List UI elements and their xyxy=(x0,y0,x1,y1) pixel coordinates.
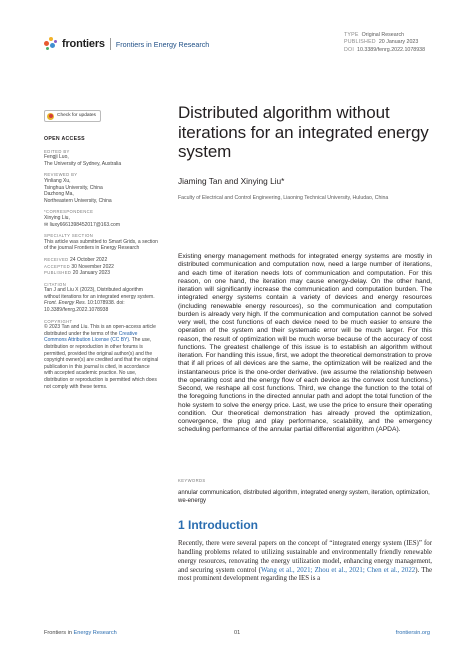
check-for-updates-icon xyxy=(47,113,54,120)
type-label: TYPE xyxy=(344,32,359,38)
specialty-text: This article was submitted to Smart Grids, a section of the journal Frontiers in Energy Research xyxy=(44,238,158,252)
article-authors: Jiaming Tan and Xinying Liu* xyxy=(178,175,285,186)
reviewer-affiliation: Northeastern University, China xyxy=(44,197,112,204)
citation-label: CITATION xyxy=(44,281,67,287)
frontiers-logo[interactable] xyxy=(44,37,209,51)
section-heading: 1 Introduction xyxy=(178,518,258,532)
author-affiliation: Faculty of Electrical and Control Engineering, Liaoning Technical University, Huludao, China xyxy=(178,194,389,201)
footer-journal-name: Energy Research xyxy=(73,630,117,636)
citation-authors-title: Tan J and Liu X (2023), Distributed algorithm without iterations for an integrated energy system. xyxy=(44,287,155,300)
intro-citation-link[interactable]: Wang et al., 2021; Zhou et al., 2021; Chen et al., 2022 xyxy=(260,566,416,574)
editor-name: Fengji Luo, xyxy=(44,154,69,161)
open-access-label: OPEN ACCESS xyxy=(44,136,85,142)
keywords-list: annular communication, distributed algorithm, integrated energy system, iteration, optimization, we-energy xyxy=(178,490,430,504)
copyright-text-a: © 2023 Tan and Liu. This is an open-access article distributed under the terms of the xyxy=(44,324,156,337)
published-label: PUBLISHED xyxy=(44,270,72,276)
copyright-block xyxy=(44,319,159,391)
cc-by-license-link[interactable]: Creative Commons Attribution License (CC BY) xyxy=(44,330,138,344)
check-for-updates-label: Check for updates xyxy=(57,112,96,118)
received-date: 24 October 2022 xyxy=(70,256,108,263)
journal-name[interactable]: Frontiers in Energy Research xyxy=(115,39,210,49)
citation-journal: Front. Energy Res. xyxy=(44,300,86,307)
article-meta xyxy=(344,32,474,54)
keywords-label: KEYWORDS xyxy=(178,478,206,483)
reviewed-by-block xyxy=(44,172,159,204)
abstract-text: Existing energy management methods for integrated energy systems are mostly in distributed communication and computation now, need a large number of iterations, and each time of iteration needs lots of communication and computation. For this reason, on one hand, the iteration may cause energy-delay. On the other hand, iteration will significantly increase the communication and computation burden. The integrated energy systems contain a variety of devices and energy resources (including renewable energy resources), so the communication and computation burden is already very high. If the communication and computation cannot be solved very well, the cost functions of each device need to be much easier to ensure the operation of the system and their systematic error will be much larger. For this reason, the result of optimization will be much worse because of the accuracy of cost functions. The greatest challenge of this issue is to establish an algorithm without iteration. For handling this issue, first, we adopt the theoretical demonstration to prove that if all prices of all devices are the same, the optimization will be realized and the instantaneous price is the one-order derivative. (we assume the relationship between the operating cost and the energy flow of each device as the convex cost functions.) Second, we reshape all cost functions. Third, we change the function to the total of the foregoing functions in the directed annular path and adopt the total function of the hole system to solve the energy price. Last, we use the price to ensure their operating condition. Our theoretical demonstration has already proved the optimization, convergence, the plug and play performance, scalability, and the emergency scheduling performance of the annular partial differential algorithm (APDA). xyxy=(178,253,432,434)
intro-text-b: ). The most prominent development regarding the IES is a xyxy=(178,566,432,583)
edited-by-label: EDITED BY xyxy=(44,148,70,154)
editor-affiliation: The University of Sydney, Australia xyxy=(44,160,122,167)
article-type: Original Research xyxy=(361,32,405,38)
article-main xyxy=(178,103,432,583)
edited-by-block xyxy=(44,149,159,168)
page-number: 01 xyxy=(234,630,241,636)
citation-text xyxy=(44,287,159,313)
accepted-label: ACCEPTED xyxy=(44,263,71,269)
doi-value[interactable]: 10.3389/fenrg.2022.1078938 xyxy=(357,46,426,53)
accepted-date: 30 November 2022 xyxy=(71,263,114,270)
article-title: Distributed algorithm without iterations for an integrated energy system xyxy=(178,103,429,161)
page-header xyxy=(44,32,444,54)
article-sidebar xyxy=(44,110,159,395)
published-label: PUBLISHED xyxy=(344,39,376,46)
reviewed-by-label: REVIEWED BY xyxy=(44,172,78,178)
frontiers-logo-icon xyxy=(44,37,58,51)
dates-block xyxy=(44,257,159,277)
footer-journal-prefix: Frontiers in xyxy=(44,630,74,636)
reviewer-affiliation: Tsinghua University, China xyxy=(44,184,103,191)
check-for-updates-button[interactable] xyxy=(44,110,101,122)
intro-text-a: Recently, there were several papers on the concept of “integrated energy system (IES)” for handling problems related to utilizing sustainable and environmentally friendly renewable energy resources, renovating the energy utilization model, enhancing energy management, and securing system control ( xyxy=(178,540,432,574)
correspondent-name: Xinying Liu, xyxy=(44,214,70,221)
header-divider xyxy=(110,38,111,50)
citation-block xyxy=(44,282,159,314)
footer-journal[interactable] xyxy=(44,630,117,636)
published-date: 20 January 2023 xyxy=(378,39,419,46)
footer-site-link[interactable]: frontiersin.org xyxy=(395,630,430,636)
correspondence-label: *CORRESPONDENCE xyxy=(44,209,94,215)
published-date: 20 January 2023 xyxy=(72,270,110,277)
frontiers-wordmark: frontiers xyxy=(62,38,105,50)
correspondence-block xyxy=(44,209,159,228)
doi-label: DOI xyxy=(344,46,355,53)
citation-doi: 10:1078938. doi: 10.3389/fenrg.2022.1078938 xyxy=(44,300,125,314)
copyright-label: COPYRIGHT xyxy=(44,318,73,324)
correspondent-email[interactable]: ✉ liuxy6661398452017@163.com xyxy=(44,221,120,228)
specialty-block xyxy=(44,233,159,252)
reviewer-name: Dazhong Ma, xyxy=(44,191,74,198)
reviewer-name: Yinliang Xu, xyxy=(44,177,71,184)
copyright-text xyxy=(44,324,159,390)
received-label: RECEIVED xyxy=(44,256,69,262)
copyright-text-b: . The use, distribution or reproduction in other forums is permitted, provided the original author(s) and the copyright owner(s) are credited and that the original publication in this journal is cited, in accordance with accepted academic practice. No use, distribution or reproduction is permitted which does not comply with these terms. xyxy=(44,337,159,390)
intro-paragraph xyxy=(178,540,432,584)
specialty-label: SPECIALTY SECTION xyxy=(44,233,94,239)
